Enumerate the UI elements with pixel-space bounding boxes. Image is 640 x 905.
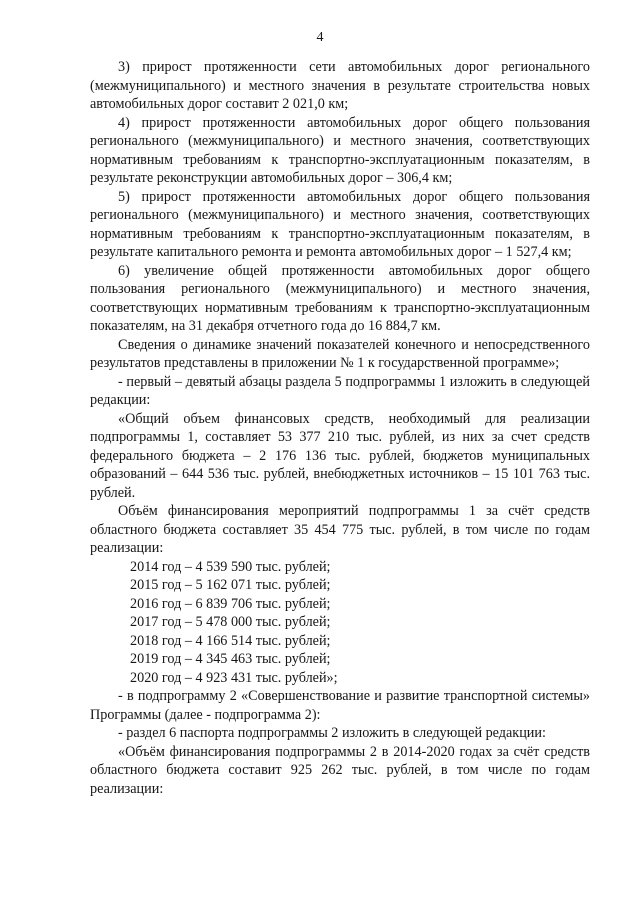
year-financing-line: 2018 год – 4 166 514 тыс. рублей; (130, 632, 331, 649)
year-financing-line: 2014 год – 4 539 590 тыс. рублей; (130, 558, 331, 575)
paragraph-item-6: 6) увеличение общей протяженности автомобильных дорог общего пользования регионального (межмуниципального) и местного значения, соответствующих нормативным требованиям к транспортно-эксплуатационным показателям, на 31 декабря отчетного года до 16 884,7 км. (90, 262, 590, 334)
paragraph-item-3: 3) прирост протяженности сети автомобильных дорог регионального (межмуниципального) и местного значения в результате строительства новых автомобильных дорог составит 2 021,0 км; (90, 59, 590, 112)
year-financing-line: 2017 год – 5 478 000 тыс. рублей; (130, 614, 331, 630)
page-number: 4 (316, 30, 324, 45)
document-body (90, 58, 590, 798)
paragraph-total-financing: «Общий объем финансовых средств, необходимый для реализации подпрограммы 1, составляет 53 377 210 тыс. рублей, из них за счет средств федерального бюджета – 2 176 136 тыс. рублей, бюджетов муниципальных образований – 644 536 тыс. рублей, внебюджетных источников – 15 101 763 тыс. рублей. (90, 410, 590, 501)
paragraph-amendment-section-5: - первый – девятый абзацы раздела 5 подпрограммы 1 изложить в следующей редакции: (90, 373, 590, 408)
year-financing-line: 2019 год – 4 345 463 тыс. рублей; (130, 651, 331, 667)
year-financing-line: 2015 год – 5 162 071 тыс. рублей; (130, 577, 331, 593)
year-financing-line: 2020 год – 4 923 431 тыс. рублей»; (130, 669, 338, 686)
paragraph-section-6-amendment: - раздел 6 паспорта подпрограммы 2 изложить в следующей редакции: (118, 725, 546, 741)
year-financing-line: 2016 год – 6 839 706 тыс. рублей; (130, 595, 331, 612)
paragraph-results-info: Сведения о динамике значений показателей конечного и непосредственного результатов представлены в приложении № 1 к государственной программе»; (90, 336, 590, 371)
paragraph-item-5: 5) прирост протяженности автомобильных дорог общего пользования регионального (межмуниципального) и местного значения, соответствующих нормативным требованиям к транспортно-эксплуатационным показателям, в результате капитального ремонта и ремонта автомобильных дорог – 1 527,4 км; (90, 188, 590, 260)
paragraph-subprogram-2: - в подпрограмму 2 «Совершенствование и развитие транспортной системы» Программы (далее - подпрограмма 2): (90, 688, 590, 723)
paragraph-regional-budget: Объём финансирования мероприятий подпрограммы 1 за счёт средств областного бюджета составляет 35 454 775 тыс. рублей, в том числе по годам реализации: (90, 503, 590, 556)
paragraph-subprogram-2-financing: «Объём финансирования подпрограммы 2 в 2014-2020 годах за счёт средств областного бюджета составит 925 262 тыс. рублей, в том числе по годам реализации: (90, 743, 590, 797)
paragraph-item-4: 4) прирост протяженности автомобильных дорог общего пользования регионального (межмуниципального) и местного значения, соответствующих нормативным требованиям к транспортно-эксплуатационным показателям, в результате реконструкции автомобильных дорог – 306,4 км; (90, 114, 590, 186)
